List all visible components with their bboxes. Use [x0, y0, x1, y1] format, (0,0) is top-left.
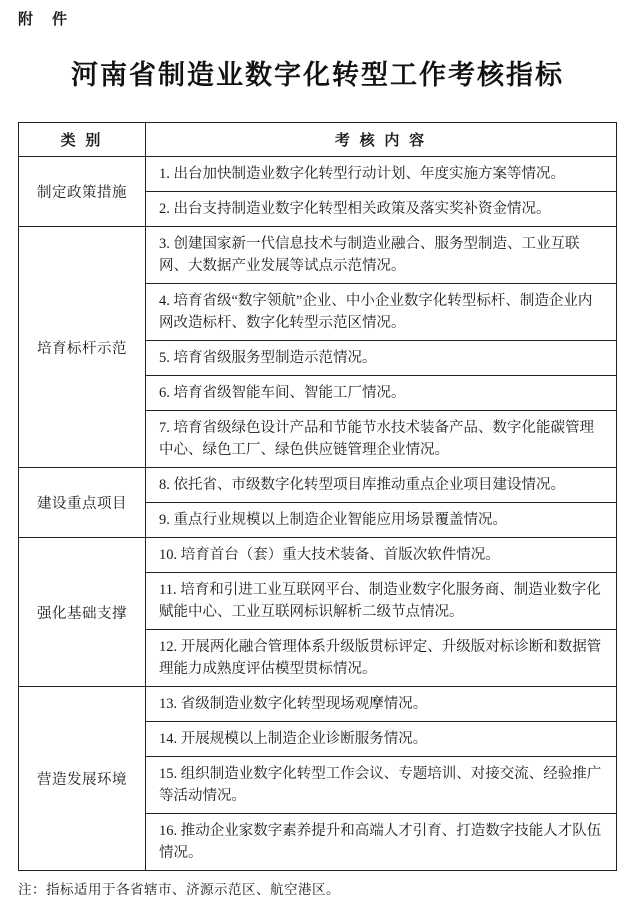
footnote: 注：指标适用于各省辖市、济源示范区、航空港区。 [18, 882, 340, 897]
item-cell-14: 14. 开展规模以上制造企业诊断服务情况。 [146, 722, 617, 757]
item-cell-3: 3. 创建国家新一代信息技术与制造业融合、服务型制造、工业互联网、大数据产业发展等试点示范情况。 [146, 227, 617, 284]
table-row [19, 157, 617, 192]
item-cell-6: 6. 培育省级智能车间、智能工厂情况。 [146, 376, 617, 411]
item-cell-4: 4. 培育省级“数字领航”企业、中小企业数字化转型标杆、制造企业内网改造标杆、数字化转型示范区情况。 [146, 284, 617, 341]
item-cell-8: 8. 依托省、市级数字化转型项目库推动重点企业项目建设情况。 [146, 468, 617, 503]
category-cell-benchmark: 培育标杆示范 [19, 227, 146, 468]
item-cell-11: 11. 培育和引进工业互联网平台、制造业数字化服务商、制造业数字化赋能中心、工业互联网标识解析二级节点情况。 [146, 573, 617, 630]
category-cell-foundation: 强化基础支撑 [19, 538, 146, 687]
item-cell-12: 12. 开展两化融合管理体系升级版贯标评定、升级版对标诊断和数据管理能力成熟度评估模型贯标情况。 [146, 630, 617, 687]
item-cell-5: 5. 培育省级服务型制造示范情况。 [146, 341, 617, 376]
item-cell-16: 16. 推动企业家数字素养提升和高端人才引育、打造数字技能人才队伍情况。 [146, 814, 617, 871]
table-header-category: 类 别 [19, 123, 146, 157]
category-cell-projects: 建设重点项目 [19, 468, 146, 538]
table-row [19, 227, 617, 284]
table-row [19, 538, 617, 573]
item-cell-9: 9. 重点行业规模以上制造企业智能应用场景覆盖情况。 [146, 503, 617, 538]
table-row [19, 468, 617, 503]
attachment-label: 附 件 [18, 12, 70, 28]
assessment-table [18, 122, 617, 871]
table-header-row [19, 123, 617, 157]
item-cell-7: 7. 培育省级绿色设计产品和节能节水技术装备产品、数字化能碳管理中心、绿色工厂、绿色供应链管理企业情况。 [146, 411, 617, 468]
item-cell-15: 15. 组织制造业数字化转型工作会议、专题培训、对接交流、经验推广等活动情况。 [146, 757, 617, 814]
item-cell-2: 2. 出台支持制造业数字化转型相关政策及落实奖补资金情况。 [146, 192, 617, 227]
category-cell-policy: 制定政策措施 [19, 157, 146, 227]
table-row [19, 687, 617, 722]
item-cell-1: 1. 出台加快制造业数字化转型行动计划、年度实施方案等情况。 [146, 157, 617, 192]
page-title: 河南省制造业数字化转型工作考核指标 [71, 60, 564, 90]
item-cell-10: 10. 培育首台（套）重大技术装备、首版次软件情况。 [146, 538, 617, 573]
category-cell-environment: 营造发展环境 [19, 687, 146, 871]
item-cell-13: 13. 省级制造业数字化转型现场观摩情况。 [146, 687, 617, 722]
table-header-content: 考 核 内 容 [146, 123, 617, 157]
